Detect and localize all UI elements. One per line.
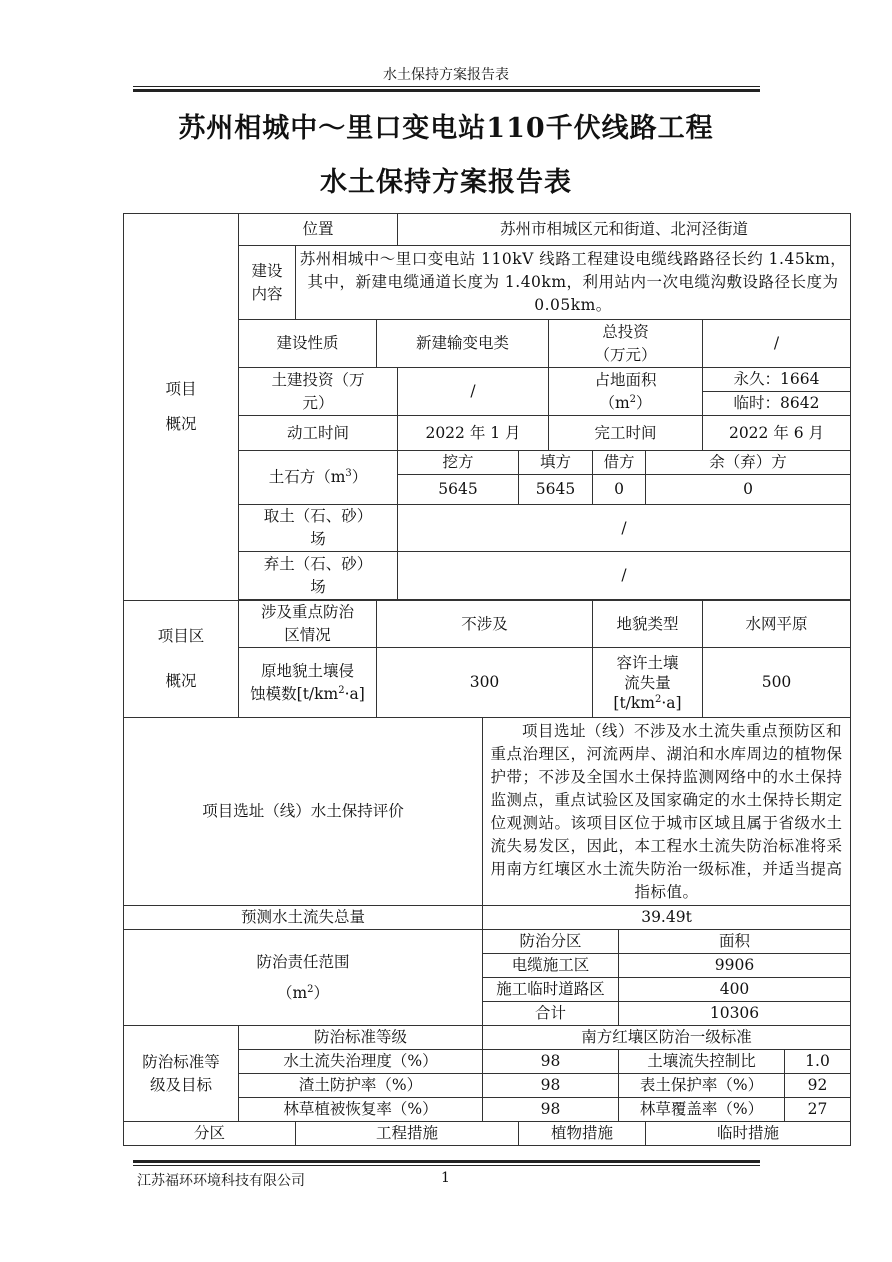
footer-company: 江苏福环环境科技有限公司 xyxy=(137,1173,305,1189)
allowable-loss-label: 容许土壤 流失量 $[t/km^2\cdot a]$ xyxy=(593,648,703,718)
allowable-loss-value: 500 xyxy=(703,648,851,718)
key-area-label: 涉及重点防治 区情况 xyxy=(239,601,377,648)
location-label: 位置 xyxy=(239,214,398,246)
report-table xyxy=(123,213,851,1146)
earth-header-cut: 挖方 xyxy=(398,451,519,475)
earth-label: 土石方$(m^3)$ xyxy=(239,451,398,505)
measures-header-plant: 植物措施 xyxy=(519,1122,646,1146)
total-invest-label: 总投资 （万元） xyxy=(549,320,703,368)
start-value: 2022 年 1 月 xyxy=(398,416,549,451)
zone-name: 施工临时道路区 xyxy=(483,978,619,1002)
target-name: 渣土防护率（%） xyxy=(239,1074,483,1098)
area-section-label: 项目区 概况 xyxy=(124,601,239,718)
earth-value-spoil: 0 xyxy=(646,475,851,505)
header-rule-thin xyxy=(133,86,760,87)
footer-rule-thin xyxy=(133,1165,760,1166)
loss-label: 预测水土流失总量 xyxy=(124,906,483,930)
borrow-site-label: 取土（石、砂） 场 xyxy=(239,505,398,552)
footer-rule-thick xyxy=(133,1160,760,1163)
earth-value-cut: 5645 xyxy=(398,475,519,505)
responsibility-label: 防治责任范围 $(m^2)$ xyxy=(124,930,483,1026)
target-value: 98 xyxy=(483,1050,619,1074)
earth-header-borrow: 借方 xyxy=(593,451,646,475)
civil-invest-label: 土建投资（万 元） xyxy=(239,368,398,416)
land-temporary: 临时：8642 xyxy=(703,392,851,416)
landform-label: 地貌类型 xyxy=(593,601,703,648)
nature-value: 新建输变电类 xyxy=(377,320,549,368)
end-value: 2022 年 6 月 xyxy=(703,416,851,451)
target-name: 土壤流失控制比 xyxy=(619,1050,785,1074)
zone-total-area: 10306 xyxy=(619,1002,851,1026)
target-value: 27 xyxy=(785,1098,851,1122)
document-subtitle: 水土保持方案报告表 xyxy=(320,167,572,198)
evaluation-text: 项目选址（线）不涉及水土流失重点预防区和重点治理区，河流两岸、湖泊和水库周边的植物保护带；不涉及全国水土保持监测网络中的水土保持监测点，重点试验区及国家确定的水土保持长期定位观测站。该项目区位于城市区域且属于省级水土流失易发区，因此，本工程水土流失防治标准将采用南方红壤区水土流失防治一级标准，并适当提高指标值。 xyxy=(483,718,851,906)
header-rule-thick xyxy=(133,89,760,92)
zone-total-label: 合计 xyxy=(483,1002,619,1026)
borrow-site-value: / xyxy=(398,505,851,552)
evaluation-label: 项目选址（线）水土保持评价 xyxy=(124,718,483,906)
zone-area: 9906 xyxy=(619,954,851,978)
loss-value: 39.49t xyxy=(483,906,851,930)
nature-label: 建设性质 xyxy=(239,320,377,368)
spoil-site-value: / xyxy=(398,552,851,600)
erosion-modulus-label: 原地貌土壤侵 蚀模数$[t/km^2\cdot a]$ xyxy=(239,648,377,718)
zone-area: 400 xyxy=(619,978,851,1002)
zone-name: 电缆施工区 xyxy=(483,954,619,978)
target-value: 92 xyxy=(785,1074,851,1098)
land-area-label: 占地面积 $(m^2)$ xyxy=(549,368,703,416)
start-label: 动工时间 xyxy=(239,416,398,451)
key-area-value: 不涉及 xyxy=(377,601,593,648)
measures-header-engineering: 工程措施 xyxy=(296,1122,519,1146)
land-permanent: 永久：1664 xyxy=(703,368,851,392)
responsibility-col-zone: 防治分区 xyxy=(483,930,619,954)
spoil-site-label: 弃土（石、砂） 场 xyxy=(239,552,398,600)
earth-value-fill: 5645 xyxy=(519,475,593,505)
measures-header-temporary: 临时措施 xyxy=(646,1122,851,1146)
running-header: 水土保持方案报告表 xyxy=(383,67,509,83)
civil-invest-value: / xyxy=(398,368,549,416)
earth-value-borrow: 0 xyxy=(593,475,646,505)
content-value: 苏州相城中～里口变电站 110kV 线路工程建设电缆线路路径长约 1.45km，其中，新建电缆通道长度为 1.40km，利用站内一次电缆沟敷设路径长度为 0.05km。 xyxy=(296,246,851,320)
target-name: 林草植被恢复率（%） xyxy=(239,1098,483,1122)
erosion-modulus-value: 300 xyxy=(377,648,593,718)
measures-header-zone: 分区 xyxy=(124,1122,296,1146)
target-value: 98 xyxy=(483,1074,619,1098)
page-number: 1 xyxy=(441,1170,450,1186)
landform-value: 水网平原 xyxy=(703,601,851,648)
total-invest-value: / xyxy=(703,320,851,368)
target-value: 98 xyxy=(483,1098,619,1122)
earth-header-fill: 填方 xyxy=(519,451,593,475)
target-value: 1.0 xyxy=(785,1050,851,1074)
end-label: 完工时间 xyxy=(549,416,703,451)
responsibility-col-area: 面积 xyxy=(619,930,851,954)
target-name: 水土流失治理度（%） xyxy=(239,1050,483,1074)
content-label: 建设 内容 xyxy=(239,246,296,320)
earth-header-spoil: 余（弃）方 xyxy=(646,451,851,475)
grade-value: 南方红壤区防治一级标准 xyxy=(483,1026,851,1050)
target-name: 林草覆盖率（%） xyxy=(619,1098,785,1122)
grade-label: 防治标准等级 xyxy=(239,1026,483,1050)
target-name: 表土保护率（%） xyxy=(619,1074,785,1098)
document-title: 苏州相城中～里口变电站110千伏线路工程 xyxy=(178,113,714,144)
standard-label: 防治标准等 级及目标 xyxy=(124,1026,239,1122)
overview-section-label: 项目 概况 xyxy=(124,214,239,601)
location-value: 苏州市相城区元和街道、北河泾街道 xyxy=(398,214,851,246)
